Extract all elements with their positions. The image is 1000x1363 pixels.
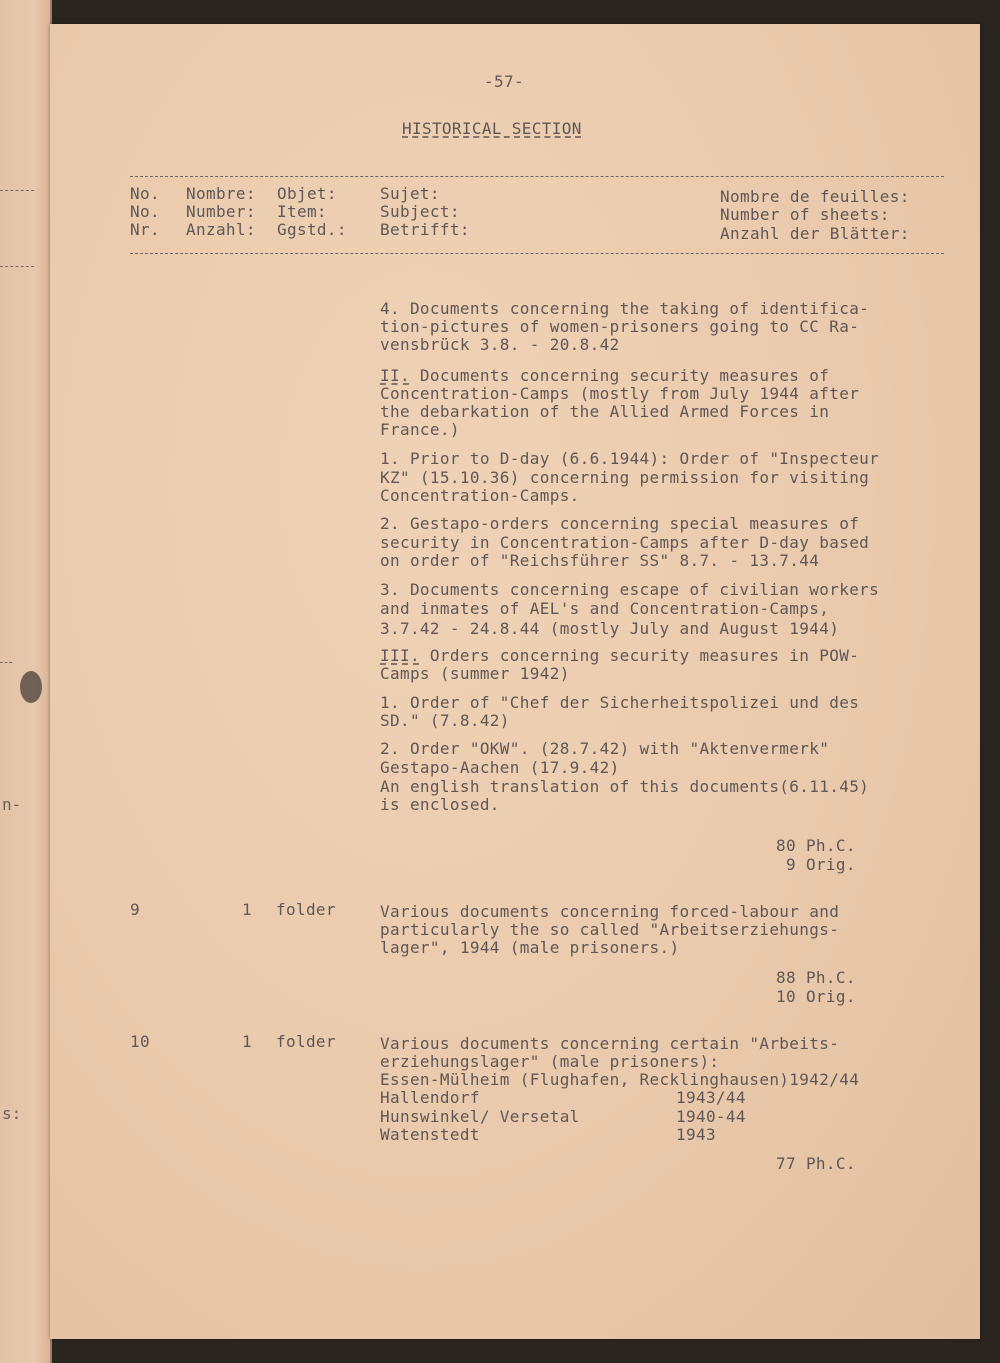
paragraph-line: and inmates of AEL's and Concentration-Camps, (380, 599, 830, 618)
section-numeral-ii: II. (380, 366, 410, 385)
sheet-count: 88 Ph.C. (776, 968, 856, 987)
paragraph-line: is enclosed. (380, 795, 500, 814)
left-page-rule (0, 662, 12, 663)
header-feuilles-en: Number of sheets: (720, 205, 890, 224)
paragraph-line: particularly the so called "Arbeitserziehungs- (380, 920, 840, 939)
header-no-fr: No. (130, 184, 160, 203)
paragraph-line: Various documents concerning forced-labour and (380, 902, 840, 921)
camp-name: Watenstedt (380, 1125, 480, 1144)
paragraph-line: the debarkation of the Allied Armed Forces in (380, 402, 830, 421)
header-no-en: No. (130, 202, 160, 221)
paragraph-line: 4. Documents concerning the taking of identifica- (380, 299, 870, 318)
paragraph-line: KZ" (15.10.36) concerning permission for visiting (380, 468, 870, 487)
paragraph-line: Various documents concerning certain "Arbeits- (380, 1034, 840, 1053)
paragraph-text: Orders concerning security measures in POW- (419, 646, 860, 665)
entry-number: 10 (130, 1032, 150, 1051)
entry-item-type: folder (276, 900, 336, 919)
entry-count: 1 (242, 900, 252, 919)
header-sujet-de: Betrifft: (380, 220, 470, 239)
paragraph-line: security in Concentration-Camps after D-day based (380, 533, 870, 552)
paragraph-line: 2. Order "OKW". (28.7.42) with "Aktenvermerk" (380, 739, 830, 758)
paragraph-line: 2. Gestapo-orders concerning special measures of (380, 514, 860, 533)
sheet-count: 80 Ph.C. (776, 836, 856, 855)
header-no-de: Nr. (130, 220, 160, 239)
paragraph-line: Gestapo-Aachen (17.9.42) (380, 758, 620, 777)
paragraph-line: Concentration-Camps (mostly from July 1944 after (380, 384, 860, 403)
paragraph-line: An english translation of this documents(6.11.45) (380, 777, 870, 796)
binding-hole (20, 671, 42, 703)
sheet-count: 9 Orig. (786, 855, 856, 874)
camp-years: 1942/44 (789, 1070, 860, 1089)
paragraph-line: 3.7.42 - 24.8.44 (mostly July and August 1944) (380, 619, 840, 638)
header-feuilles-de: Anzahl der Blätter: (720, 224, 910, 243)
header-sujet-en: Subject: (380, 202, 460, 221)
list-item (380, 1071, 859, 1088)
paragraph-text: Documents concerning security measures of (409, 366, 830, 385)
header-nombre-fr: Nombre: (186, 184, 256, 203)
sheet-count: 10 Orig. (776, 987, 856, 1006)
camp-years: 1940-44 (676, 1107, 746, 1126)
header-objet-de: Ggstd.: (277, 220, 347, 239)
entry-count: 1 (242, 1032, 252, 1051)
paragraph-line: Camps (summer 1942) (380, 664, 570, 683)
paragraph-line: erziehungslager" (male prisoners): (380, 1052, 720, 1071)
header-rule-bottom (130, 253, 944, 254)
section-numeral-iii: III. (380, 646, 420, 665)
header-nombre-en: Number: (186, 202, 256, 221)
header-objet-fr: Objet: (277, 184, 337, 203)
left-page-fragment: s: (2, 1104, 22, 1123)
header-nombre-de: Anzahl: (186, 220, 256, 239)
paragraph-line: 1. Order of "Chef der Sicherheitspolizei und des (380, 693, 860, 712)
paragraph-line: tion-pictures of women-prisoners going to CC Ra- (380, 317, 860, 336)
left-page-rule (0, 266, 34, 267)
paragraph-line: SD." (7.8.42) (380, 711, 510, 730)
paragraph-line: France.) (380, 420, 460, 439)
header-feuilles-fr: Nombre de feuilles: (720, 187, 910, 206)
paragraph-line: 3. Documents concerning escape of civilian workers (380, 580, 880, 599)
paragraph-line: Concentration-Camps. (380, 486, 580, 505)
camp-years: 1943/44 (676, 1088, 746, 1107)
paragraph-line: lager", 1944 (male prisoners.) (380, 938, 680, 957)
entry-number: 9 (130, 900, 140, 919)
left-facing-page (0, 0, 52, 1363)
camp-years: 1943 (676, 1125, 716, 1144)
left-page-fragment: n- (2, 795, 22, 814)
section-title: HISTORICAL SECTION (402, 119, 582, 138)
header-objet-en: Item: (277, 202, 327, 221)
sheet-count: 77 Ph.C. (776, 1154, 856, 1173)
page-number: -57- (484, 72, 524, 91)
paragraph-line: on order of "Reichsführer SS" 8.7. - 13.7.44 (380, 551, 820, 570)
left-page-rule (0, 190, 34, 191)
paragraph-line: vensbrück 3.8. - 20.8.42 (380, 335, 620, 354)
header-sujet-fr: Sujet: (380, 184, 440, 203)
camp-name: Hallendorf (380, 1088, 480, 1107)
paragraph-line (380, 647, 859, 664)
camp-name: Hunswinkel/ Versetal (380, 1107, 580, 1126)
paragraph-line (380, 367, 829, 384)
camp-name: Essen-Mülheim (Flughafen, Recklinghausen) (380, 1070, 790, 1089)
paragraph-line: 1. Prior to D-day (6.6.1944): Order of "Inspecteur (380, 449, 880, 468)
header-rule-top (130, 176, 944, 177)
entry-item-type: folder (276, 1032, 336, 1051)
